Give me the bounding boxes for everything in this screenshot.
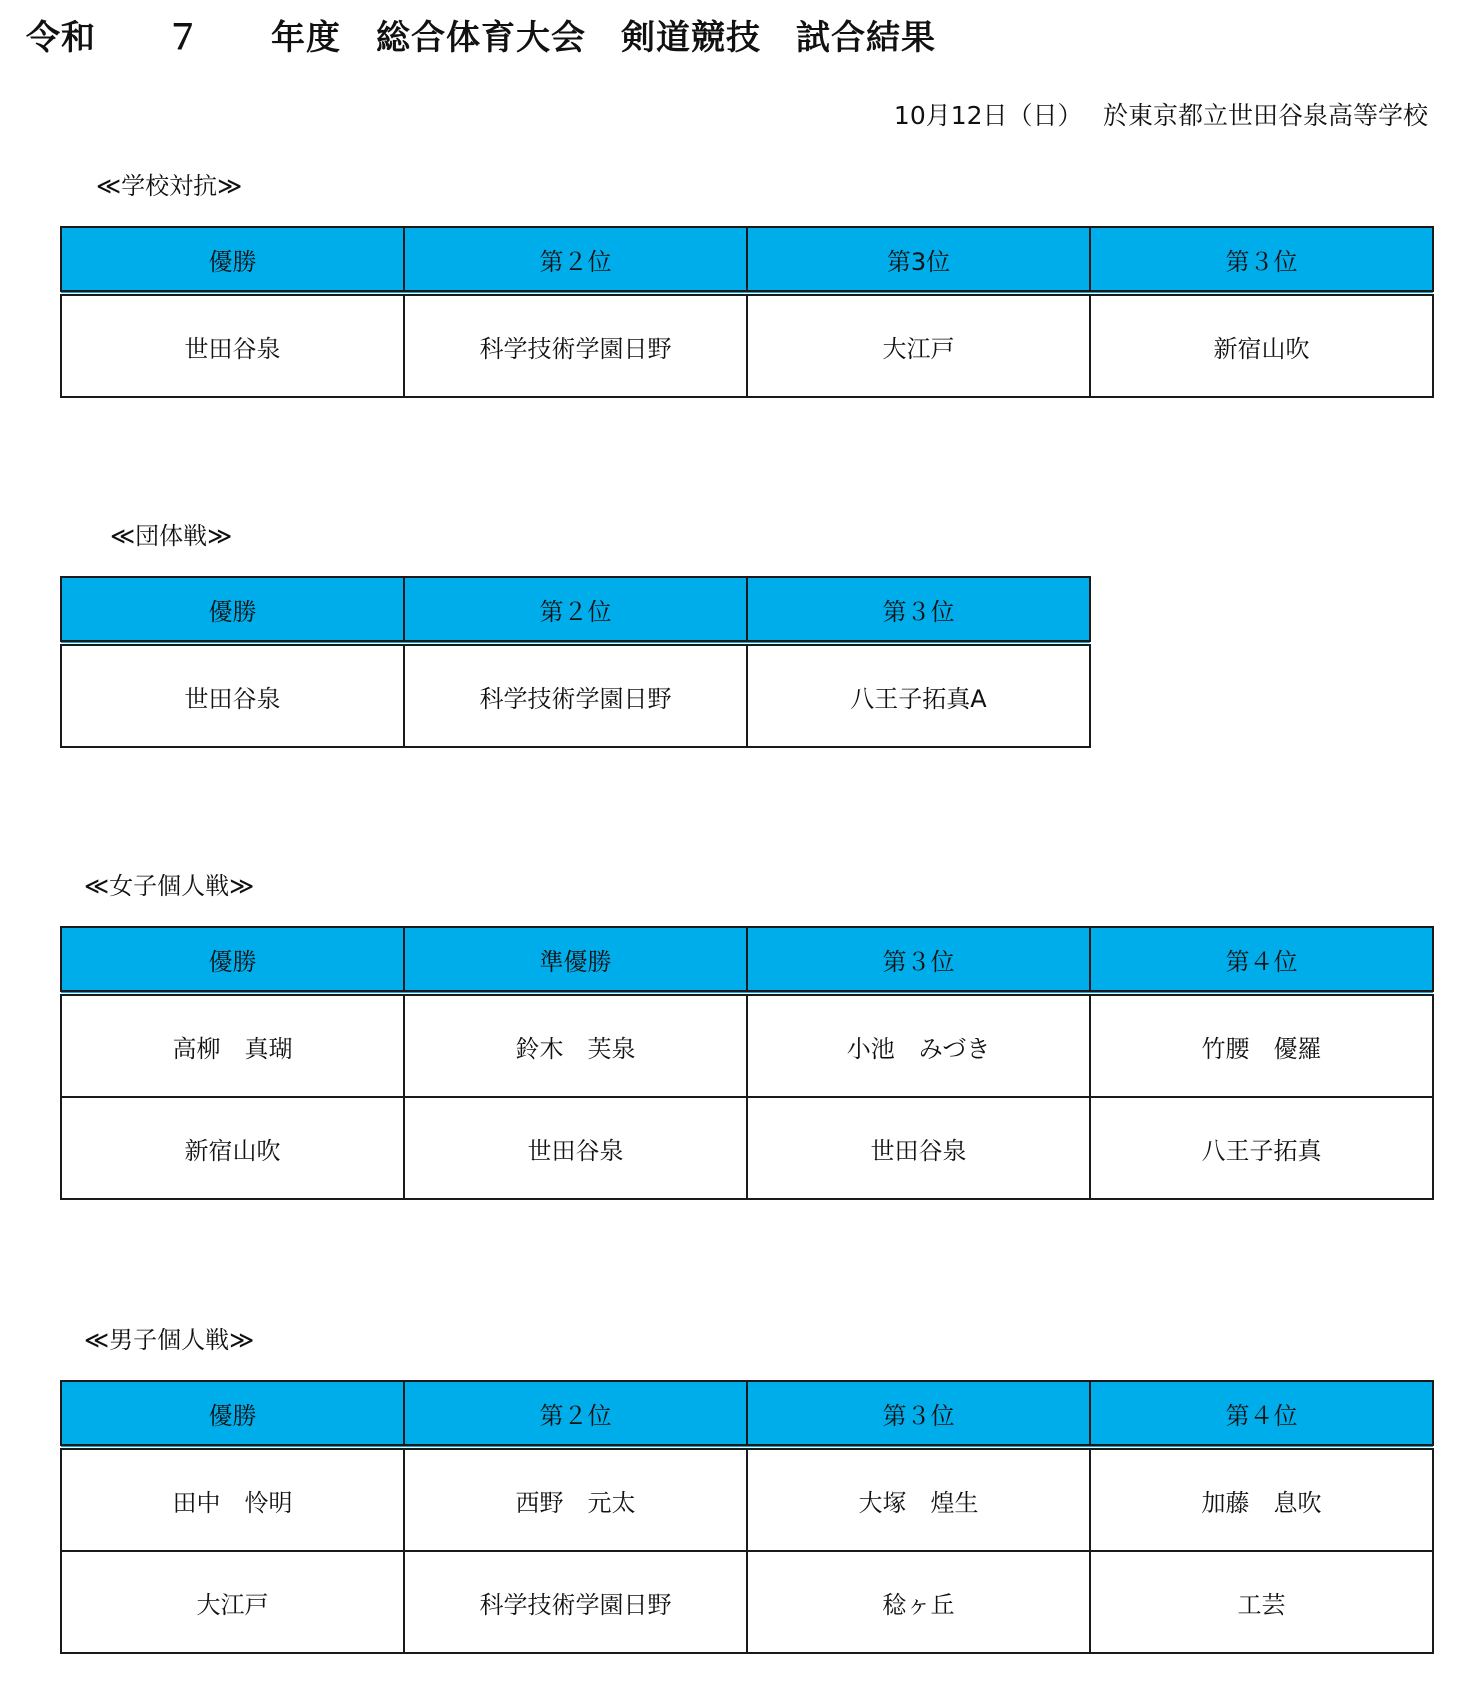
player-school-cell: 工芸: [1090, 1551, 1433, 1653]
men-results-table: [60, 1380, 1434, 1654]
player-school-cell: 世田谷泉: [747, 1097, 1090, 1199]
player-name-cell: 大塚 煌生: [747, 1447, 1090, 1551]
section-label-women: ≪女子個人戦≫: [84, 872, 255, 900]
header-cell: 第２位: [404, 1381, 747, 1447]
section-label-team: ≪団体戦≫: [110, 522, 233, 550]
result-cell: 世田谷泉: [61, 643, 404, 747]
player-school-cell: 大江戸: [61, 1551, 404, 1653]
player-name-cell: 小池 みづき: [747, 993, 1090, 1097]
table-header-row: [61, 927, 1433, 993]
player-name-cell: 竹腰 優羅: [1090, 993, 1433, 1097]
result-cell: 大江戸: [747, 293, 1090, 397]
table-row: [61, 1097, 1433, 1199]
header-cell: 第３位: [747, 927, 1090, 993]
header-cell: 第２位: [404, 577, 747, 643]
table-header-row: [61, 1381, 1433, 1447]
header-cell: 第３位: [1090, 227, 1433, 293]
result-cell: 科学技術学園日野: [404, 643, 747, 747]
header-cell: 優勝: [61, 927, 404, 993]
result-cell: 世田谷泉: [61, 293, 404, 397]
school-results-table: [60, 226, 1434, 398]
table-row: [61, 293, 1433, 397]
table-header-row: [61, 577, 1090, 643]
player-name-cell: 加藤 息吹: [1090, 1447, 1433, 1551]
player-school-cell: 新宿山吹: [61, 1097, 404, 1199]
player-school-cell: 世田谷泉: [404, 1097, 747, 1199]
table-row: [61, 643, 1090, 747]
header-cell: 準優勝: [404, 927, 747, 993]
header-cell: 優勝: [61, 1381, 404, 1447]
header-cell: 第２位: [404, 227, 747, 293]
player-name-cell: 田中 怜明: [61, 1447, 404, 1551]
header-cell: 第３位: [747, 577, 1090, 643]
player-school-cell: 科学技術学園日野: [404, 1551, 747, 1653]
header-cell: 第3位: [747, 227, 1090, 293]
section-label-men: ≪男子個人戦≫: [84, 1326, 255, 1354]
player-school-cell: 八王子拓真: [1090, 1097, 1433, 1199]
date-venue: 10月12日（日） 於東京都立世田谷泉高等学校: [893, 101, 1428, 130]
header-cell: 第４位: [1090, 1381, 1433, 1447]
table-row: [61, 993, 1433, 1097]
women-results-table: [60, 926, 1434, 1200]
player-name-cell: 鈴木 芙泉: [404, 993, 747, 1097]
header-cell: 優勝: [61, 577, 404, 643]
player-name-cell: 西野 元太: [404, 1447, 747, 1551]
section-label-school: ≪学校対抗≫: [96, 172, 243, 200]
player-school-cell: 稔ヶ丘: [747, 1551, 1090, 1653]
player-name-cell: 高柳 真瑚: [61, 993, 404, 1097]
team-results-table: [60, 576, 1091, 748]
page-title: 令和 ７ 年度 総合体育大会 剣道競技 試合結果: [26, 18, 936, 58]
table-row: [61, 1447, 1433, 1551]
result-cell: 新宿山吹: [1090, 293, 1433, 397]
header-cell: 第３位: [747, 1381, 1090, 1447]
header-cell: 優勝: [61, 227, 404, 293]
result-cell: 科学技術学園日野: [404, 293, 747, 397]
header-cell: 第４位: [1090, 927, 1433, 993]
table-row: [61, 1551, 1433, 1653]
result-cell: 八王子拓真A: [747, 643, 1090, 747]
table-header-row: [61, 227, 1433, 293]
